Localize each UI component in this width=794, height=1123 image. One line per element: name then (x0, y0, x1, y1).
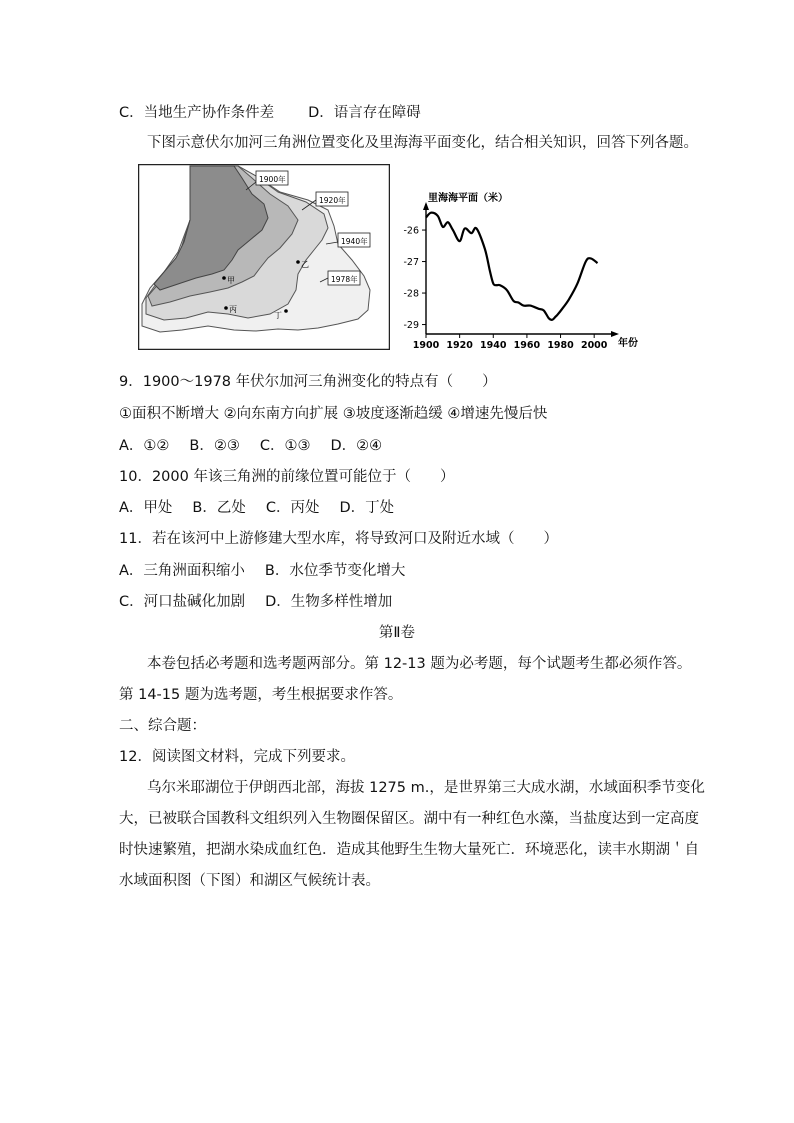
q12-paragraph-line-4: 水域面积图（下图）和湖区气候统计表。 (119, 873, 380, 889)
label-1978 (328, 271, 360, 285)
q8-options-cd (119, 103, 421, 123)
chart-x-tick-label: 1920 (446, 340, 473, 351)
delta-map-svg (138, 164, 390, 350)
point-bing (224, 306, 228, 310)
chart-y-axis-label: 里海海平面（米） (428, 193, 508, 204)
label-1900-text: 1900年 (259, 175, 286, 184)
chart-x-tick-label: 1960 (513, 340, 541, 351)
q9-option-d: D．②④ (330, 438, 383, 454)
q10-option-d: D．丁处 (339, 500, 395, 516)
section-desc-1: 本卷包括必考题和选考题两部分。第 12-13 题为必考题，每个试题考生都必须作答。 (147, 656, 692, 672)
q9-items: ①面积不断增大 ②向东南方向扩展 ③坡度逐渐趋缓 ④增速先慢后快 (119, 406, 548, 422)
q12-paragraph-line-2: 大，已被联合国教科文组织列入生物圈保留区。湖中有一种红色水藻，当盐度达到一定高度 (119, 811, 699, 827)
chart-svg (396, 186, 656, 358)
chart-y-tick-label: -28 (403, 288, 419, 300)
chart-x-tick-label: 2000 (580, 340, 608, 351)
q9-option-b: B．②③ (189, 438, 240, 454)
place-ding: 丁 (274, 311, 282, 320)
chart-y-tick-label: -27 (403, 257, 419, 269)
q12-question: 12．阅读图文材料，完成下列要求。 (119, 749, 355, 765)
q10-option-c: C．丙处 (265, 500, 320, 516)
point-yi (296, 260, 300, 264)
chart-y-tick-label: -29 (403, 320, 419, 332)
chart-x-axis-label: 年份 (618, 338, 638, 349)
q11-option-b: B．水位季节变化增大 (264, 563, 406, 579)
chart-x-axis-arrow (611, 331, 619, 337)
intro-paragraph: 下图示意伏尔加河三角洲位置变化及里海海平面变化，结合相关知识，回答下列各题。 (147, 135, 698, 151)
part-two-heading: 二、综合题： (119, 718, 206, 734)
label-1978-text: 1978年 (331, 275, 358, 284)
q12-paragraph-line-3: 时快速繁殖，把湖水染成血红色．造成其他野生生物大量死亡．环境恶化，读丰水期湖＇自 (119, 842, 699, 858)
option-c: C．当地生产协作条件差 (119, 105, 275, 121)
chart-x-tick-label: 1900 (412, 340, 440, 351)
point-ding (284, 309, 288, 313)
q12-paragraph-line-1: 乌尔米耶湖位于伊朗西北部，海拔 1275 m.，是世界第三大成水湖，水域面积季节变化 (147, 780, 705, 796)
caspian-sea-level-chart (396, 186, 656, 358)
q11-question: 11．若在该河中上游修建大型水库，将导致河口及附近水域（ ） (119, 531, 558, 547)
label-1920-text: 1920年 (319, 196, 346, 205)
chart-y-tick-label: -26 (403, 225, 419, 237)
place-bing: 丙 (229, 305, 237, 314)
section-desc-2: 第 14-15 题为选考题，考生根据要求作答。 (119, 687, 403, 703)
label-1900 (256, 171, 288, 185)
q11-options-ab (119, 561, 405, 581)
chart-axes (423, 202, 619, 337)
chart-x-tick-label: 1940 (480, 340, 507, 351)
q9-options (119, 436, 382, 456)
q11-option-d: D．生物多样性增加 (265, 594, 393, 610)
q10-options (119, 498, 394, 518)
chart-x-tick-label: 1980 (547, 340, 574, 351)
q11-option-c: C．河口盐碱化加剧 (119, 594, 246, 610)
volga-delta-map (138, 164, 390, 350)
q9-option-a: A．①② (119, 438, 170, 454)
point-jia (222, 276, 226, 280)
q10-question: 10．2000 年该三角洲的前缘位置可能位于（ ） (119, 469, 455, 485)
place-jia: 甲 (227, 276, 235, 285)
q11-options-cd (119, 592, 392, 612)
q10-option-a: A．甲处 (119, 500, 173, 516)
q11-option-a: A．三角洲面积缩小 (119, 563, 245, 579)
q9-option-c: C．①③ (259, 438, 311, 454)
q9-question: 9．1900～1978 年伏尔加河三角洲变化的特点有（ ） (119, 374, 497, 390)
label-1920 (316, 192, 348, 206)
place-yi: 乙 (301, 260, 309, 269)
section-title: 第Ⅱ卷 (378, 625, 416, 641)
option-d: D．语言存在障碍 (308, 105, 421, 121)
q10-option-b: B．乙处 (192, 500, 246, 516)
label-1940 (338, 233, 370, 247)
chart-series-line (426, 213, 598, 320)
label-1940-text: 1940年 (341, 237, 368, 246)
